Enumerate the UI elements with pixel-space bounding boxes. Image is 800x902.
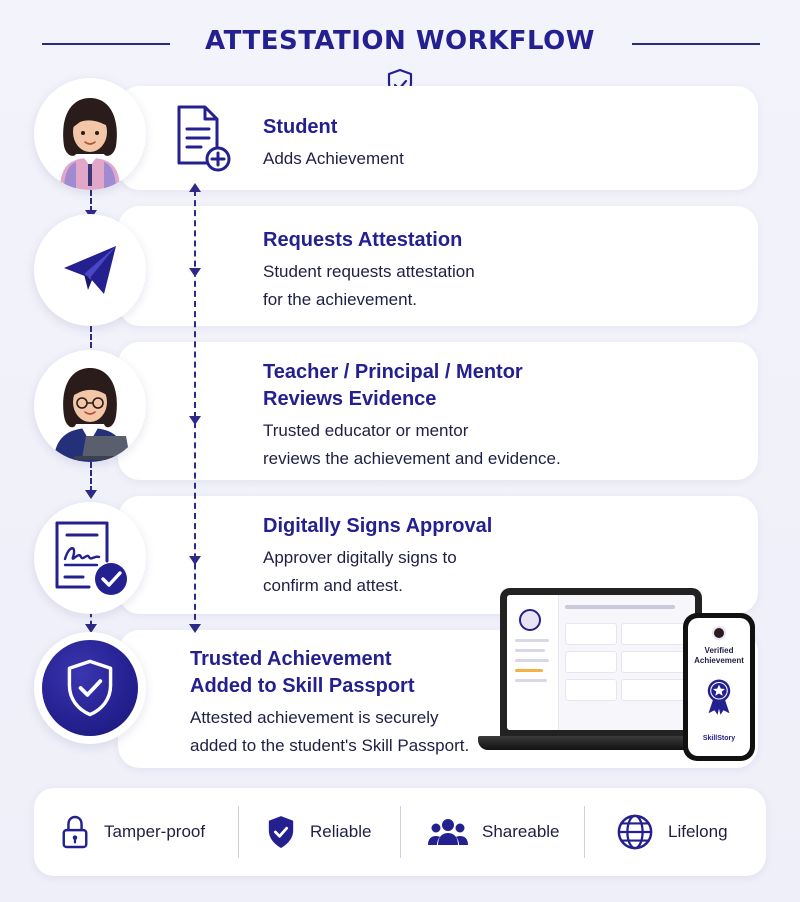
sign-icon-circle	[34, 502, 146, 614]
phone-title-line1: Verified	[704, 646, 734, 655]
step-5-title-line2: Added to Skill Passport	[190, 675, 415, 697]
step-2-desc-line2: for the achievement.	[263, 290, 418, 309]
step-2-desc-line1: Student requests attestation	[263, 262, 475, 281]
page-title: ATTESTATION WORKFLOW	[205, 26, 595, 56]
feature-label: Shareable	[482, 822, 560, 841]
feature-divider	[238, 806, 239, 858]
teacher-avatar-icon	[34, 350, 146, 462]
step-3-title-line1: Teacher / Principal / Mentor	[263, 361, 523, 383]
arrow-down-marker	[189, 268, 201, 277]
laptop-row	[565, 651, 617, 673]
signature-document-icon	[45, 513, 135, 603]
laptop-row	[565, 679, 617, 701]
step-5-desc-line2: added to the student's Skill Passport.	[190, 736, 470, 755]
step-5-title-line1: Trusted Achievement	[190, 648, 392, 670]
laptop-avatar	[519, 609, 541, 631]
phone-mockup	[683, 613, 755, 761]
globe-icon	[616, 813, 654, 851]
laptop-row	[621, 679, 691, 701]
shield-check-icon	[64, 658, 116, 718]
laptop-row	[621, 623, 691, 645]
step-5-desc-line1: Attested achievement is securely	[190, 708, 439, 727]
people-icon	[428, 817, 468, 847]
arrow-down-marker	[189, 416, 201, 425]
step-3-desc-line2: reviews the achievement and evidence.	[263, 449, 561, 468]
feature-divider	[400, 806, 401, 858]
step-1-desc: Adds Achievement	[263, 149, 404, 168]
laptop-topbar	[565, 605, 675, 609]
feature-divider	[584, 806, 585, 858]
step-4-desc-line2: confirm and attest.	[263, 576, 403, 595]
step-2-title: Requests Attestation	[263, 229, 463, 251]
arrow-down-marker	[189, 624, 201, 633]
laptop-sidebar-line	[515, 669, 543, 672]
phone-brand-label: SkillStory	[702, 735, 736, 742]
lock-icon	[60, 815, 90, 849]
feature-lifelong	[616, 788, 728, 876]
phone-screen	[688, 618, 750, 756]
request-icon-circle	[34, 214, 146, 326]
arrow-down-marker	[189, 556, 201, 565]
student-avatar	[34, 78, 146, 190]
step-3-desc-line1: Trusted educator or mentor	[263, 421, 469, 440]
shield-check-icon	[266, 814, 296, 850]
laptop-sidebar-line	[515, 649, 545, 652]
laptop-mockup	[500, 588, 702, 736]
feature-shareable	[428, 788, 560, 876]
laptop-row	[621, 651, 691, 673]
feature-tamper-proof	[60, 788, 205, 876]
step-1-title: Student	[263, 116, 338, 138]
award-badge-icon	[704, 676, 734, 716]
student-avatar-icon	[34, 78, 146, 190]
laptop-row	[565, 623, 617, 645]
phone-title-line2: Achievement	[694, 656, 744, 665]
laptop-sidebar-line	[515, 659, 549, 662]
feature-label: Tamper-proof	[104, 822, 206, 841]
step-4-desc-line1: Approver digitally signs to	[263, 548, 457, 567]
flow-connector	[90, 326, 92, 348]
document-add-icon	[173, 103, 233, 175]
paper-plane-icon	[58, 238, 122, 302]
features-bar	[34, 788, 766, 876]
laptop-sidebar-line	[515, 639, 549, 642]
feature-label: Reliable	[310, 822, 372, 841]
flow-connector	[90, 190, 92, 212]
step-3-title-line2: Reviews Evidence	[263, 388, 437, 410]
teacher-avatar	[34, 350, 146, 462]
feature-label: Lifelong	[668, 822, 728, 841]
trusted-icon-disc	[42, 640, 138, 736]
feature-reliable	[266, 788, 371, 876]
laptop-sidebar-line	[515, 679, 547, 682]
arrow-down-marker	[85, 490, 97, 499]
step-4-title: Digitally Signs Approval	[263, 515, 493, 537]
laptop-screen-content	[507, 595, 695, 730]
flow-connector	[90, 462, 92, 492]
phone-avatar	[712, 626, 726, 640]
trusted-icon-circle	[34, 632, 146, 744]
